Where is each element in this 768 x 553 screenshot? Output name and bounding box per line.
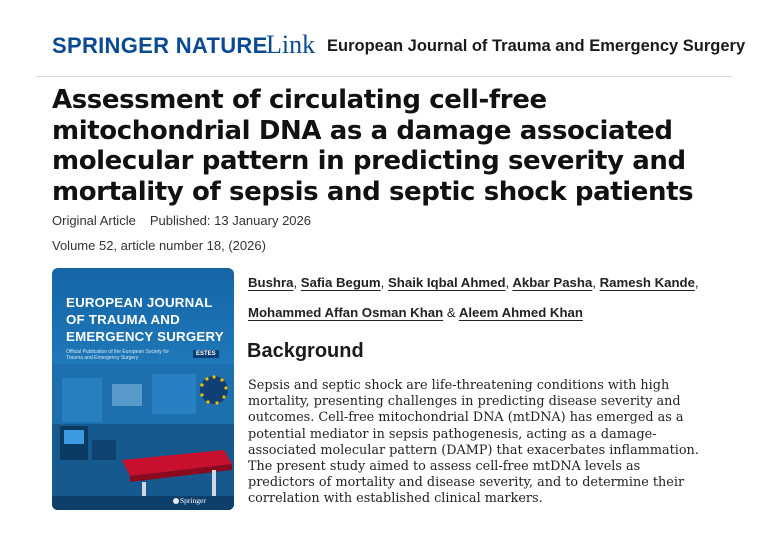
author-separator: & bbox=[446, 305, 456, 320]
author-separator: , bbox=[380, 275, 385, 290]
header-divider bbox=[36, 76, 732, 77]
cover-title-line: EUROPEAN JOURNAL bbox=[66, 295, 213, 310]
abstract-background-text: Sepsis and septic shock are life-threatening conditions with high mortality, presenting challenges in predicting disease severity and outcomes. Cell-free mitochondrial DNA (mtDNA) has emerged as a potential mediator in sepsis pathogenesis, acting as a damage-associated molecular pattern (DAMP) that exacerbates inflammation. The present study aimed to assess cell-free mtDNA levels as predictors of mortality and disease severity, and to determine their correlation with established clinical markers. bbox=[248, 378, 699, 507]
author-link[interactable]: Mohammed Affan Osman Khan bbox=[248, 305, 444, 320]
author-separator: , bbox=[592, 275, 596, 290]
journal-cover-image[interactable] bbox=[52, 268, 234, 510]
cover-subtitle: Official Publication of the European Society for Trauma and Emergency Surgery bbox=[66, 349, 170, 361]
link-logo[interactable]: Link bbox=[266, 30, 316, 59]
author-separator: , bbox=[505, 275, 510, 290]
author-link[interactable]: Bushra bbox=[248, 275, 294, 290]
author-separator: , bbox=[293, 275, 298, 290]
author-separator: , bbox=[694, 275, 699, 290]
article-title: Assessment of circulating cell-free mitochondrial DNA as a damage associated molecular pattern in predicting severity and mortality of sepsis and septic shock patients bbox=[52, 85, 694, 207]
cover-title bbox=[66, 294, 226, 345]
journal-name-link[interactable]: European Journal of Trauma and Emergency Surgery bbox=[327, 37, 746, 55]
site-header bbox=[0, 0, 768, 78]
estes-logo: ESTES bbox=[193, 350, 219, 358]
article-meta bbox=[52, 213, 311, 228]
article-type: Original Article bbox=[52, 213, 136, 228]
author-link[interactable]: Ramesh Kande bbox=[599, 275, 695, 290]
author-link[interactable]: Safia Begum bbox=[300, 275, 381, 290]
springer-nature-logo[interactable]: SPRINGER NATURE bbox=[52, 33, 268, 58]
volume-info: Volume 52, article number 18, (2026) bbox=[52, 238, 266, 253]
author-list bbox=[248, 268, 728, 328]
springer-cover-logo: Springer bbox=[180, 496, 206, 505]
cover-title-line: EMERGENCY SURGERY bbox=[66, 329, 224, 344]
section-heading-background: Background bbox=[247, 340, 364, 362]
cover-title-line: OF TRAUMA AND bbox=[66, 312, 180, 327]
author-link[interactable]: Shaik Iqbal Ahmed bbox=[388, 275, 506, 290]
author-link[interactable]: Akbar Pasha bbox=[512, 275, 593, 290]
author-link[interactable]: Aleem Ahmed Khan bbox=[458, 305, 583, 320]
cover-illustration bbox=[52, 364, 234, 510]
published-date: Published: 13 January 2026 bbox=[149, 213, 311, 228]
